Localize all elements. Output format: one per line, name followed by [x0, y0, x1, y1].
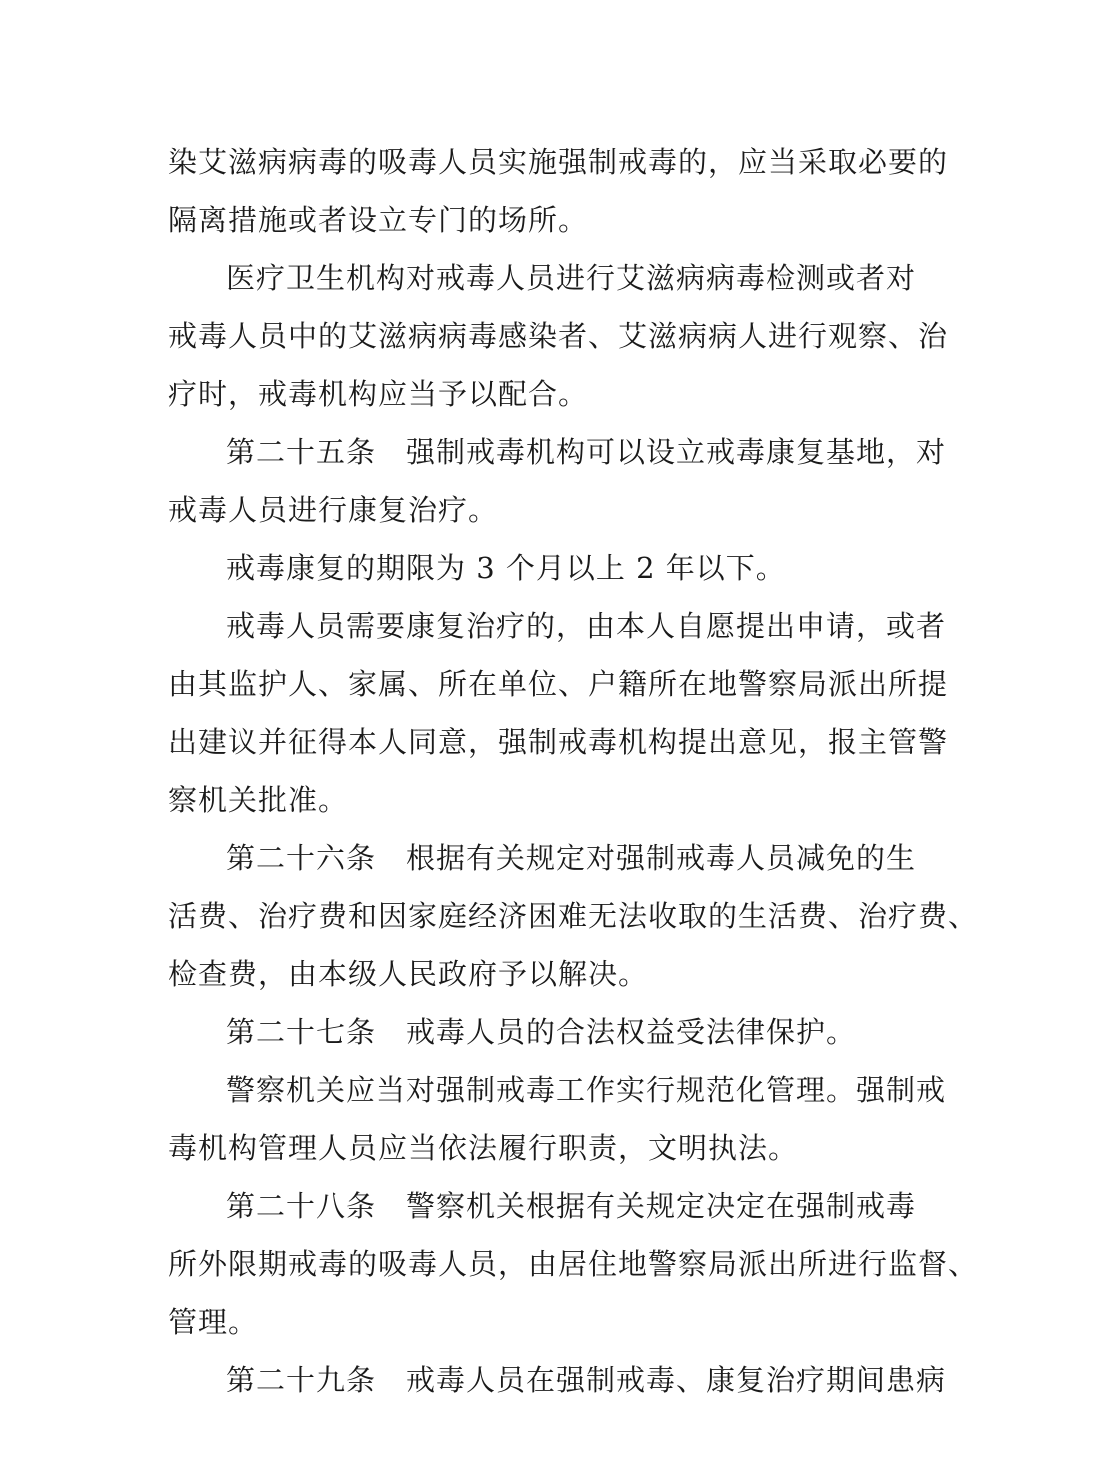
- rehab-application-line-3: 出建议并征得本人同意，强制戒毒机构提出意见，报主管警: [168, 725, 949, 759]
- article-27-line-1: 第二十七条 戒毒人员的合法权益受法律保护。: [226, 1015, 857, 1049]
- text-line-3: 医疗卫生机构对戒毒人员进行艾滋病病毒检测或者对: [226, 261, 917, 295]
- rehab-application-line-2: 由其监护人、家属、所在单位、户籍所在地警察局派出所提: [168, 667, 949, 701]
- text-line-1: 染艾滋病病毒的吸毒人员实施强制戒毒的，应当采取必要的: [168, 145, 949, 179]
- text-line-2: 隔离措施或者设立专门的场所。: [168, 203, 589, 237]
- article-28-line-2: 所外限期戒毒的吸毒人员，由居住地警察局派出所进行监督、: [168, 1247, 979, 1281]
- article-28-line-1: 第二十八条 警察机关根据有关规定决定在强制戒毒: [226, 1189, 917, 1223]
- text-line-5: 疗时，戒毒机构应当予以配合。: [168, 377, 589, 411]
- rehab-application-line-4: 察机关批准。: [168, 783, 349, 817]
- article-25-line-1: 第二十五条 强制戒毒机构可以设立戒毒康复基地，对: [226, 435, 947, 469]
- article-26-line-3: 检查费，由本级人民政府予以解决。: [168, 957, 649, 991]
- article-25-line-2: 戒毒人员进行康复治疗。: [168, 493, 499, 527]
- article-27-line-3: 毒机构管理人员应当依法履行职责，文明执法。: [168, 1131, 799, 1165]
- rehab-period-line: 戒毒康复的期限为 3 个月以上 2 年以下。: [226, 551, 786, 585]
- article-26-line-2: 活费、治疗费和因家庭经济困难无法收取的生活费、治疗费、: [168, 899, 979, 933]
- article-27-line-2: 警察机关应当对强制戒毒工作实行规范化管理。强制戒: [226, 1073, 947, 1107]
- article-29-line-1: 第二十九条 戒毒人员在强制戒毒、康复治疗期间患病: [226, 1363, 947, 1397]
- article-28-line-3: 管理。: [168, 1305, 259, 1339]
- text-line-4: 戒毒人员中的艾滋病病毒感染者、艾滋病病人进行观察、治: [168, 319, 949, 353]
- article-26-line-1: 第二十六条 根据有关规定对强制戒毒人员减免的生: [226, 841, 917, 875]
- rehab-application-line-1: 戒毒人员需要康复治疗的，由本人自愿提出申请，或者: [226, 609, 947, 643]
